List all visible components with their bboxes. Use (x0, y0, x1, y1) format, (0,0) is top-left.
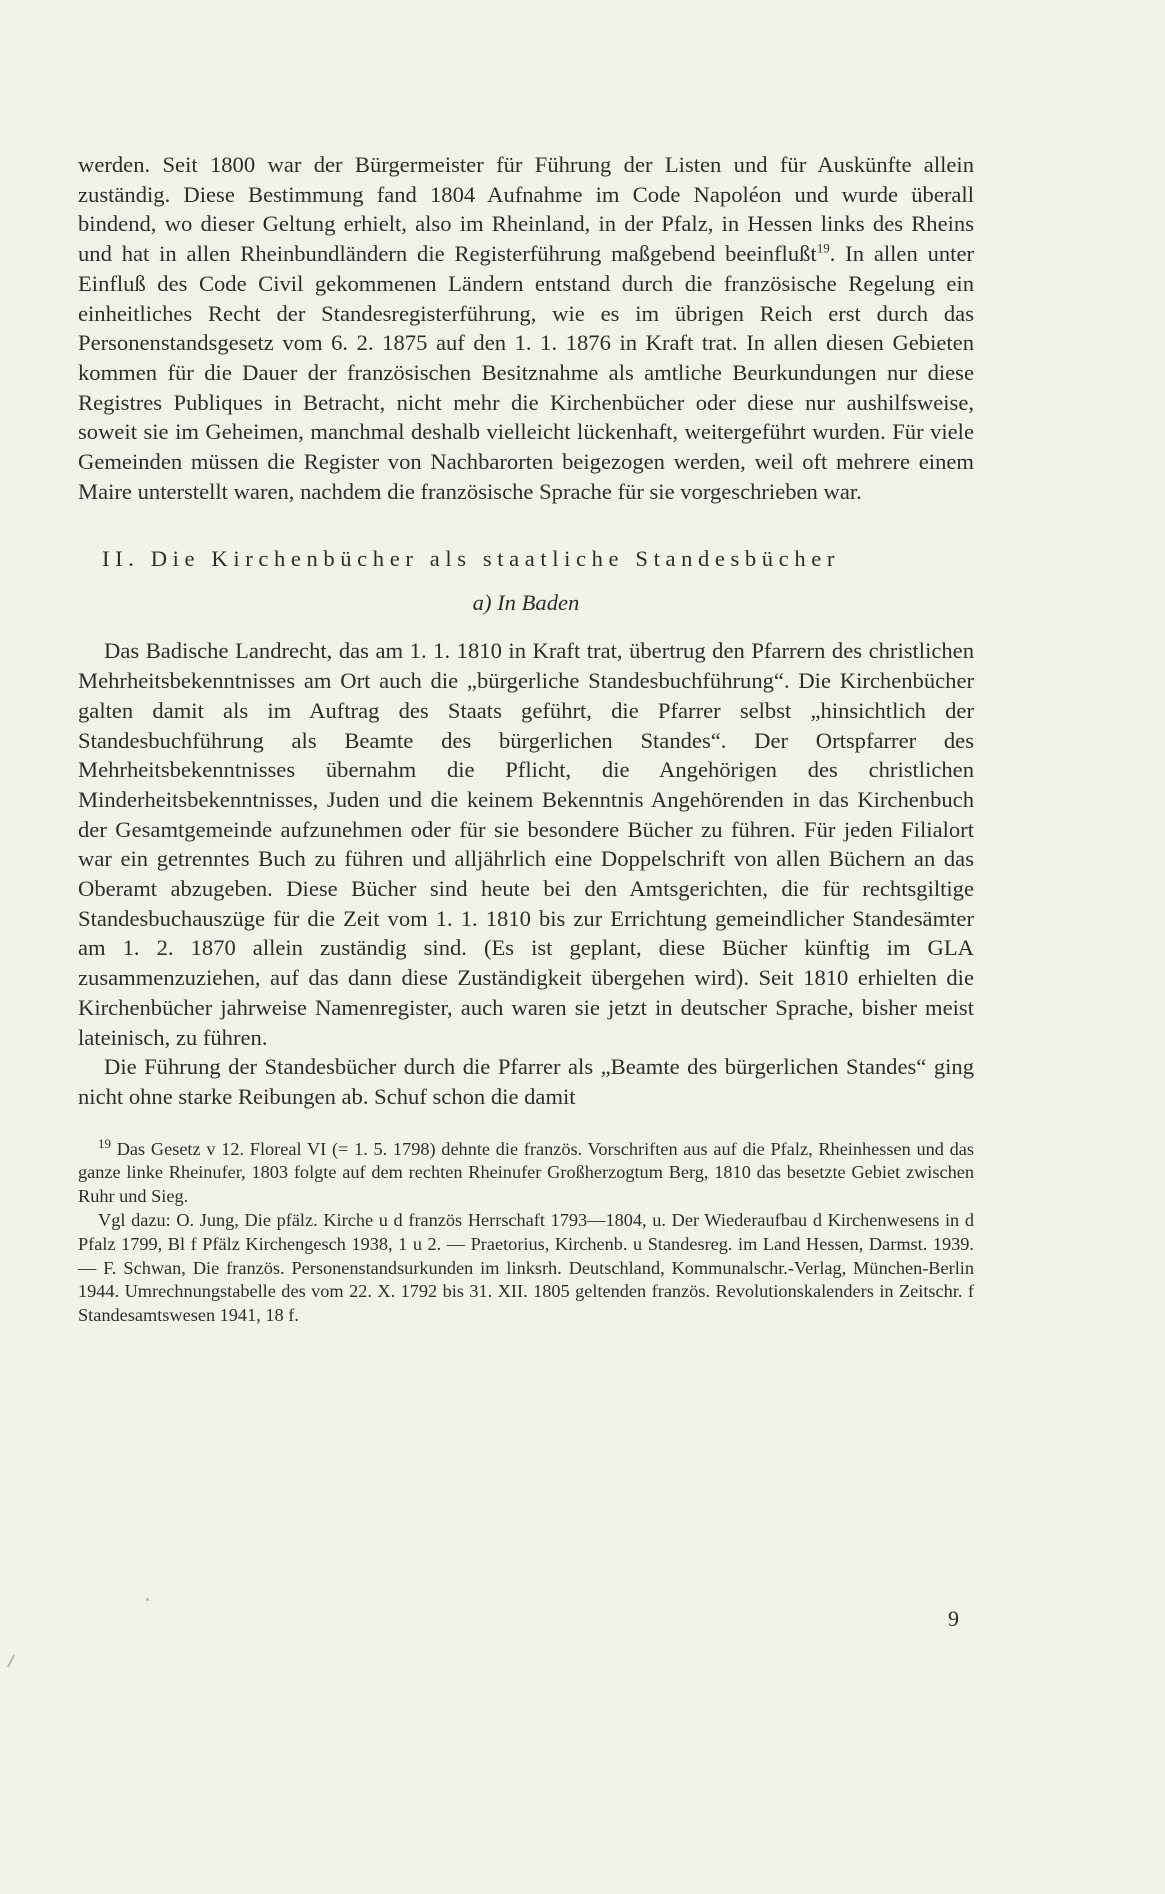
page-body (78, 150, 974, 1328)
body-paragraph: Das Badische Landrecht, das am 1. 1. 1810 in Kraft trat, übertrug den Pfarrern des christlichen Mehrheitsbekenntnisses am Ort auch die „bürgerliche Standesbuchführung“. Die Kirchenbücher galten damit als im Auftrag des Staats geführt, die Pfarrer selbst „hinsichtlich der Standesbuchführung als Beamte des bürgerlichen Standes“. Der Ortspfarrer des Mehrheitsbekenntnisses übernahm die Pflicht, die Angehörigen des christlichen Minderheitsbekenntnisses, Juden und die keinem Bekenntnis Angehörenden in das Kirchenbuch der Gesamtgemeinde aufzunehmen oder für sie besondere Bücher zu führen. Für jeden Filialort war ein getrenntes Buch zu führen und alljährlich eine Doppelschrift von allen Büchern an das Oberamt abzugeben. Diese Bücher sind heute bei den Amtsgerichten, die für rechtsgiltige Standesbuchauszüge für die Zeit vom 1. 1. 1810 bis zur Errichtung gemeindlicher Standesämter am 1. 2. 1870 allein zuständig sind. (Es ist geplant, diese Bücher künftig im GLA zusammenzuziehen, auf das dann diese Zuständigkeit übergehen wird). Seit 1810 erhielten die Kirchenbücher jahrweise Namenregister, auch waren sie jetzt in deutscher Sprache, bisher meist lateinisch, zu führen. (78, 638, 974, 1050)
footnote-marker: 19 (98, 1135, 111, 1151)
footnote-text: Vgl dazu: O. Jung, Die pfälz. Kirche u d französ Herrschaft 1793—1804, u. Der Wiederaufbau d Kirchenwesens in d Pfalz 1799, Bl f Pfälz Kirchengesch 1938, 1 u 2. — Praetorius, Kirchenb. u Standesreg. im Land Hessen, Darmst. 1939. — F. Schwan, Die französ. Personenstandsurkunden im linksrh. Deutschland, Kommunalschr.-Verlag, München-Berlin 1944. Umrechnungstabelle des vom 22. X. 1792 bis 31. XII. 1805 geltenden französ. Revolutionskalenders in Zeitschr. f Standesamtswesen 1941, 18 f. (78, 1210, 974, 1326)
footnotes (78, 1135, 974, 1328)
paper-speck (7, 1654, 15, 1667)
paragraph-text-continued: . In allen unter Einfluß des Code Civil gekommenen Ländern entstand durch die französische Regelung ein einheitliches Recht der Standesregisterführung, wie es im übrigen Reich erst durch das Personenstandsgesetz vom 6. 2. 1875 auf den 1. 1. 1876 in Kraft trat. In allen diesen Gebieten kommen für die Dauer der französischen Besitznahme als amtliche Beurkundungen nur diese Registres Publiques in Betracht, nicht mehr die Kirchenbücher oder diese nur aushilfsweise, soweit sie im Geheimen, manchmal deshalb vielleicht lückenhaft, weitergeführt wurden. Für viele Gemeinden müssen die Register von Nachbarorten beigezogen werden, weil oft mehrere einem Maire unterstellt waren, nachdem die französische Sprache für sie vorgeschrieben war. (78, 241, 974, 504)
subsection-heading: a) In Baden (472, 590, 580, 616)
section-heading: II. Die Kirchenbücher als staatliche Standesbücher (102, 546, 840, 572)
footnote-reference[interactable]: 19 (816, 240, 830, 256)
page-number: 9 (948, 1606, 959, 1631)
body-paragraph: Die Führung der Standesbücher durch die Pfarrer als „Beamte des bürgerlichen Standes“ ging nicht ohne starke Reibungen ab. Schuf schon die damit (78, 1054, 974, 1109)
footnote (78, 1209, 974, 1328)
paper-speck (146, 1598, 149, 1601)
continuation-paragraph (78, 150, 974, 506)
paragraph-text: werden. Seit 1800 war der Bürgermeister für Führung der Listen und für Auskünfte allein zuständig. Diese Bestimmung fand 1804 Aufnahme im Code Napoléon und wurde überall bindend, wo dieser Geltung erhielt, also im Rheinland, in der Pfalz, in Hessen links des Rheins und hat in allen Rheinbundländern die Registerführung maßgebend beeinflußt (78, 152, 974, 267)
footnote (78, 1135, 974, 1209)
footnote-text: Das Gesetz v 12. Floreal VI (= 1. 5. 1798) dehnte die französ. Vorschriften aus auf die Pfalz, Rheinhessen und das ganze linke Rheinufer, 1803 folgte auf dem rechten Rheinufer Großherzogtum Berg, 1810 das besetzte Gebiet zwischen Ruhr und Sieg. (78, 1138, 974, 1207)
